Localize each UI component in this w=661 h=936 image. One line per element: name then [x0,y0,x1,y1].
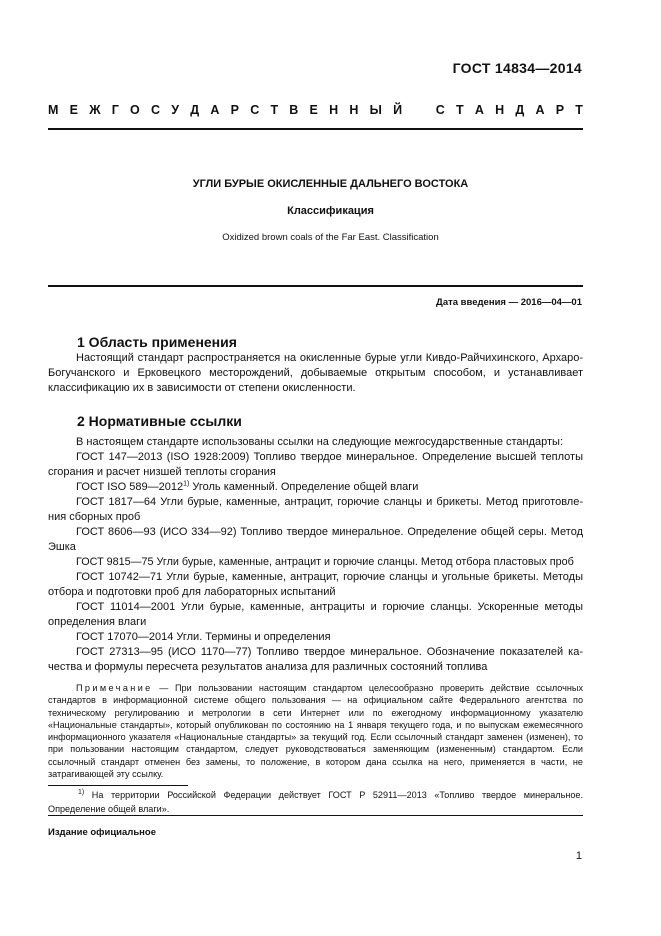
interstate-letter: А [210,103,220,117]
footnote-number: 1) [78,788,85,796]
header-rule [48,128,583,130]
document-subtitle: Классификация [287,205,374,217]
interstate-letter: Г [111,103,119,117]
official-edition-label: Издание официальное [48,827,156,838]
note-text: — При пользовании настоящим стандартом целесообразно проверить действие ссылочных стандартов в информационной системе общего пользования — на официальном сайте Федерального агентства по техническому регулированию и метрологии в сети Интернет или по ежегодному информационному указателю «Национальные стандарты», который опубликован по состоянию на 1 января текущего года, и по выпускам ежемесячного информационного указателя «Национальные стандарты» за текущий год. Если ссылочный стандарт заменен (изменен), то при пользовании настоящим стандартом, следует руководствоваться заменяющим (измененным) стандартом. Если ссылочный стандарт отменен без замены, то положение, в котором дана ссылка на него, применяется в части, не затрагивающей эту ссылку. [48,683,583,780]
footnote-text: На территории Российской Федерации действует ГОСТ Р 52911—2013 «Топливо твердое минеральное. Определение общей влаги». [48,790,583,814]
interstate-letter: А [535,103,545,117]
section-1-heading: 1 Область применения [77,334,237,350]
ref-gost-147-line1: ГОСТ 147—2013 (ISO 1928:2009) Топливо твердое минеральное. Определение высшей теплоты [76,451,583,463]
ref-gost-9815: ГОСТ 9815—75 Угли бурые, каменные, антрацит и горючие сланцы. Метод отбора пластовых проб [76,556,574,568]
interstate-letter: Р [230,103,239,117]
document-title: УГЛИ БУРЫЕ ОКИСЛЕННЫЕ ДАЛЬНЕГО ВОСТОКА [192,178,469,190]
interstate-letter: Й [393,103,403,117]
interstate-letter: Е [69,103,78,117]
note-label: Примечание [76,683,153,693]
footnote [48,788,583,816]
section-2-heading: 2 Нормативные ссылки [77,413,242,429]
interstate-letter: С [151,103,161,117]
interstate-letter: С [435,103,445,117]
interstate-letter: Д [515,103,525,117]
interstate-letter: А [474,103,484,117]
ref-gost-17070: ГОСТ 17070—2014 Угли. Термины и определения [76,631,331,643]
interstate-letter: М [48,103,59,117]
introduction-date: Дата введения — 2016—04—01 [436,297,582,308]
interstate-letter: Р [555,103,565,117]
interstate-letter: У [171,103,180,117]
interstate-letter: Т [455,103,464,117]
ref-gost-27313-line2: чества и формулы пересчета результатов анализа для различных состояний топлива [48,661,488,673]
title-rule [48,285,583,287]
ref-gost-147-line2: сгорания и расчет низшей теплоты сгорания [48,466,276,478]
interstate-letter: Т [575,103,583,117]
ref-gost-1817-line1: ГОСТ 1817—64 Угли бурые, каменные, антрацит, горючие сланцы и брикеты. Метод приготовле- [76,496,583,508]
footnote-marker: 1) [183,480,190,488]
ref-gost-10742-line1: ГОСТ 10742—71 Угли бурые, каменные, антрацит, горючие сланцы и угольные брикеты. Методы [76,571,583,583]
ref-gost-11014-line2: определения влаги [48,616,147,628]
gost-number: ГОСТ 14834—2014 [452,60,582,76]
interstate-letter: Н [349,103,359,117]
interstate-letter: В [289,103,299,117]
ref-gost-27313-line1: ГОСТ 27313—95 (ИСО 1170—77) Топливо твердое минеральное. Обозначение показателей ка- [76,646,583,658]
note-block [48,682,583,780]
ref-gost-8606-line1: ГОСТ 8606—93 (ИСО 334—92) Топливо твердое минеральное. Определение общей серы. Метод [76,526,583,538]
edition-rule [48,815,583,816]
ref-gost-1817-line2: ния сборных проб [48,511,141,523]
footnote-rule [48,785,188,786]
interstate-letter: О [130,103,140,117]
ref-gost-10742-line2: отбора и подготовки проб для лабораторных испытаний [48,586,336,598]
interstate-standard-label [48,103,583,117]
section-1-text: Настоящий стандарт распространяется на окисленные бурые угли Кивдо-Райчихинского, Архаро-Богучанского и Ерковецкого месторождений, добываемые открытым способом, и устанавливает классификацию их в зависимости от степени окисленности. [48,352,583,394]
interstate-letter: Н [329,103,339,117]
ref-gost-iso-589: ГОСТ ISO 589—2012$^{1)}$ Уголь каменный. Определение общей влаги [76,480,419,493]
interstate-letter: Н [495,103,505,117]
page-number: 1 [575,850,582,862]
ref-gost-8606-line2: Эшка [48,541,76,553]
interstate-letter: Е [309,103,318,117]
interstate-letter: Т [270,103,279,117]
ref-gost-11014-line1: ГОСТ 11014—2001 Угли бурые, каменные, антрациты и горючие сланцы. Ускоренные методы [76,601,583,613]
english-title: Oxidized brown coals of the Far East. Classification [222,232,439,243]
interstate-letter: Ы [369,103,382,117]
section-2-intro: В настоящем стандарте использованы ссылки на следующие межгосударственные стандарты: [76,436,564,448]
interstate-letter: Д [190,103,200,117]
interstate-letter: С [250,103,260,117]
interstate-letter: Ж [89,103,101,117]
